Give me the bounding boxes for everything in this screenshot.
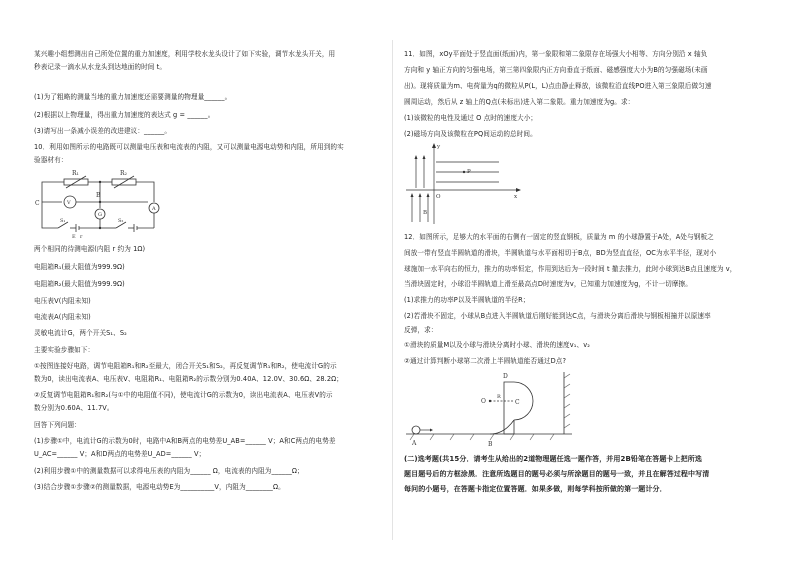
- label-b: B: [96, 192, 101, 199]
- label-x: x: [514, 194, 518, 200]
- q10-title-2: 验器材有：: [34, 156, 68, 164]
- label-s1: S₁: [60, 218, 66, 224]
- label-s2: S₂: [118, 218, 124, 224]
- label-p: P: [467, 169, 471, 175]
- step-1a: ①按图连接好电路，调节电阻箱R₁和R₂至最大，闭合开关S₁和S₂，再反复调节R₁和R₂，使电流计G的示: [34, 362, 337, 370]
- q12-part2b: 反弹，求：: [404, 326, 438, 334]
- q11-line-1: 11．如图，xOy平面处于竖直面(纸面)内，第一象限和第二象限存在场强大小相等、方向分别沿 x 轴负: [404, 50, 708, 58]
- q12-sub2: ②通过计算判断小球第二次滑上半圆轨道能否通过D点?: [404, 357, 567, 365]
- label-b-point: B: [488, 441, 493, 448]
- label-a: A: [152, 206, 156, 212]
- column-divider: [392, 40, 393, 540]
- q8-part1: (1)为了粗略的测量当地的重力加速度还需要测量的物理量______。: [34, 93, 232, 101]
- step-1b: 数为0，读出电流表A、电压表V、电阻箱R₁、电阻箱R₂的示数分别为0.40A、12.0V、30.6Ω、28.2Ω；: [34, 375, 344, 383]
- label-v: V: [67, 200, 71, 206]
- intro-line-1: 某兴趣小组想测出自己所处位置的重力加速度，利用学校水龙头设计了如下实验，调节水龙头开关，用: [34, 50, 336, 58]
- label-center: O: [481, 398, 486, 405]
- answer-3: (3)结合步骤①步骤②的测量数据，电源电动势E为__________V，内阻为________Ω。: [34, 483, 285, 491]
- q12-line-2: 间放一带有竖直半圆轨道的滑块，半圆轨道与水平面相切于B点，BD为竖直直径，OC为水平半径，现对小: [404, 249, 717, 257]
- q11-part2: (2)磁场方向及该微粒在PQ间运动的总时间。: [404, 130, 537, 138]
- answer-2: (2)利用步骤①中的测量数据可以求得电压表的内阻为______ Ω，电流表的内阻为______Ω；: [34, 467, 304, 475]
- material-2: 电阻箱R₁(最大阻值为999.9Ω): [34, 263, 125, 271]
- q8-part3: (3)请写出一条减小误差的改进建议：______。: [34, 127, 172, 135]
- field-diagram: [404, 142, 524, 228]
- q12-line-4: 当滑块固定时，小球沿半圆轨道上滑至最高点D时速度为v，已知重力加速度为g，不计一切摩擦。: [404, 280, 692, 288]
- q11-line-3: 出)。现将质量为m、电荷量为q的微粒从P(L，L)点由静止释放，该微粒沿直线PO进入第三象限后做匀速: [404, 82, 712, 90]
- answers-title: 回答下列问题：: [34, 421, 81, 429]
- q11-line-4: 圆周运动，然后从 z 轴上的Q点(未标出)进入第二象限。重力加速度为g。求：: [404, 98, 635, 106]
- q11-line-2: 方向和 y 轴正方向的匀强电场，第三第四象限内正方向垂直于纸面、磁感强度大小为B的匀强磁场(未画: [404, 66, 708, 74]
- step-2a: ②反复调节电阻箱R₁和R₂(与①中的电阻值不同)，使电流计G的示数为0，读出电流表A、电压表V的示: [34, 391, 333, 399]
- label-g: G: [98, 212, 102, 218]
- step-2b: 数分别为0.60A、11.7V。: [34, 404, 114, 412]
- label-radius: R: [497, 394, 501, 400]
- label-r1: R₁: [72, 170, 79, 177]
- label-d: D: [503, 373, 508, 380]
- q8-part2: (2)根据以上物理量，得出重力加速度的表达式 g = ______。: [34, 111, 215, 119]
- answer-1b: U_AC=______ V；A和D两点的电势差U_AD=______ V；: [34, 450, 206, 458]
- material-1: 两个相同的待测电源(内阻 r 约为 1Ω): [34, 245, 146, 253]
- circuit-diagram: [34, 164, 174, 240]
- label-origin: O: [436, 194, 441, 200]
- material-3: 电阻箱R₂(最大阻值为999.9Ω): [34, 280, 125, 288]
- q12-part2a: (2)若滑块不固定，小球从B点进入半圆轨道后刚好能到达C点，与滑块分离后滑块与钢板相撞并以原速率: [404, 312, 711, 320]
- steps-title: 主要实验步骤如下：: [34, 346, 95, 354]
- section2-line-2: 题目题号后的方框涂黑．注意所选题目的题号必须与所涂题目的题号一致，并且在解答过程中写清: [404, 470, 710, 478]
- section2-line-3: 每问的小题号，在答题卡指定位置答题．如果多做，则每学科按所做的第一题计分．: [404, 485, 667, 493]
- q12-line-3: 球施加一水平向右的恒力，推力的功率恒定，作用到达后为一段时间 t 撤去推力，此时小球到达B点且速度为 v，: [404, 265, 737, 273]
- section2-line-1: (二)选考题(共15分．请考生从给出的2道物理题任选一题作答，并用2B铅笔在答题卡上把所选: [404, 455, 702, 463]
- material-4: 电压表V(内阻未知): [34, 297, 91, 305]
- track-diagram: [404, 368, 574, 450]
- label-a-point: A: [412, 440, 417, 447]
- q12-sub1: ①滑块的质量M以及小球与滑块分离时小球、滑块的速度v₁、v₂: [404, 341, 590, 349]
- material-5: 电流表A(内阻未知): [34, 313, 91, 321]
- label-r: r: [80, 234, 83, 240]
- label-r2: R₂: [120, 170, 127, 177]
- answer-1a: (1)步骤①中，电流计G的示数为0时，电路中A和B两点的电势差U_AB=______ V；A和C两点的电势差: [34, 437, 336, 445]
- q12-part1: (1)求推力的功率P以及半圆轨道的半径R；: [404, 296, 530, 304]
- label-c-point: C: [515, 399, 520, 406]
- q12-line-1: 12．如图所示，足够大的水平面的右侧有一固定的竖直钢板，质量为 m 的小球静置于A处，A处与钢板之: [404, 233, 714, 241]
- label-c: C: [35, 200, 40, 207]
- label-y: y: [437, 144, 441, 150]
- q11-part1: (1)该微粒的电性及通过 O 点时的速度大小；: [404, 114, 538, 122]
- material-6: 灵敏电流计G，两个开关S₁、S₂: [34, 329, 127, 337]
- label-b-field: B: [423, 210, 428, 216]
- label-e: E: [72, 234, 76, 240]
- q10-title-1: 10．利用如图所示的电路既可以测量电压表和电流表的内阻，又可以测量电源电动势和内阻，所用到的实: [34, 143, 344, 151]
- intro-line-2: 秒表记录一滴水从水龙头到达地面的时间 t。: [34, 63, 167, 71]
